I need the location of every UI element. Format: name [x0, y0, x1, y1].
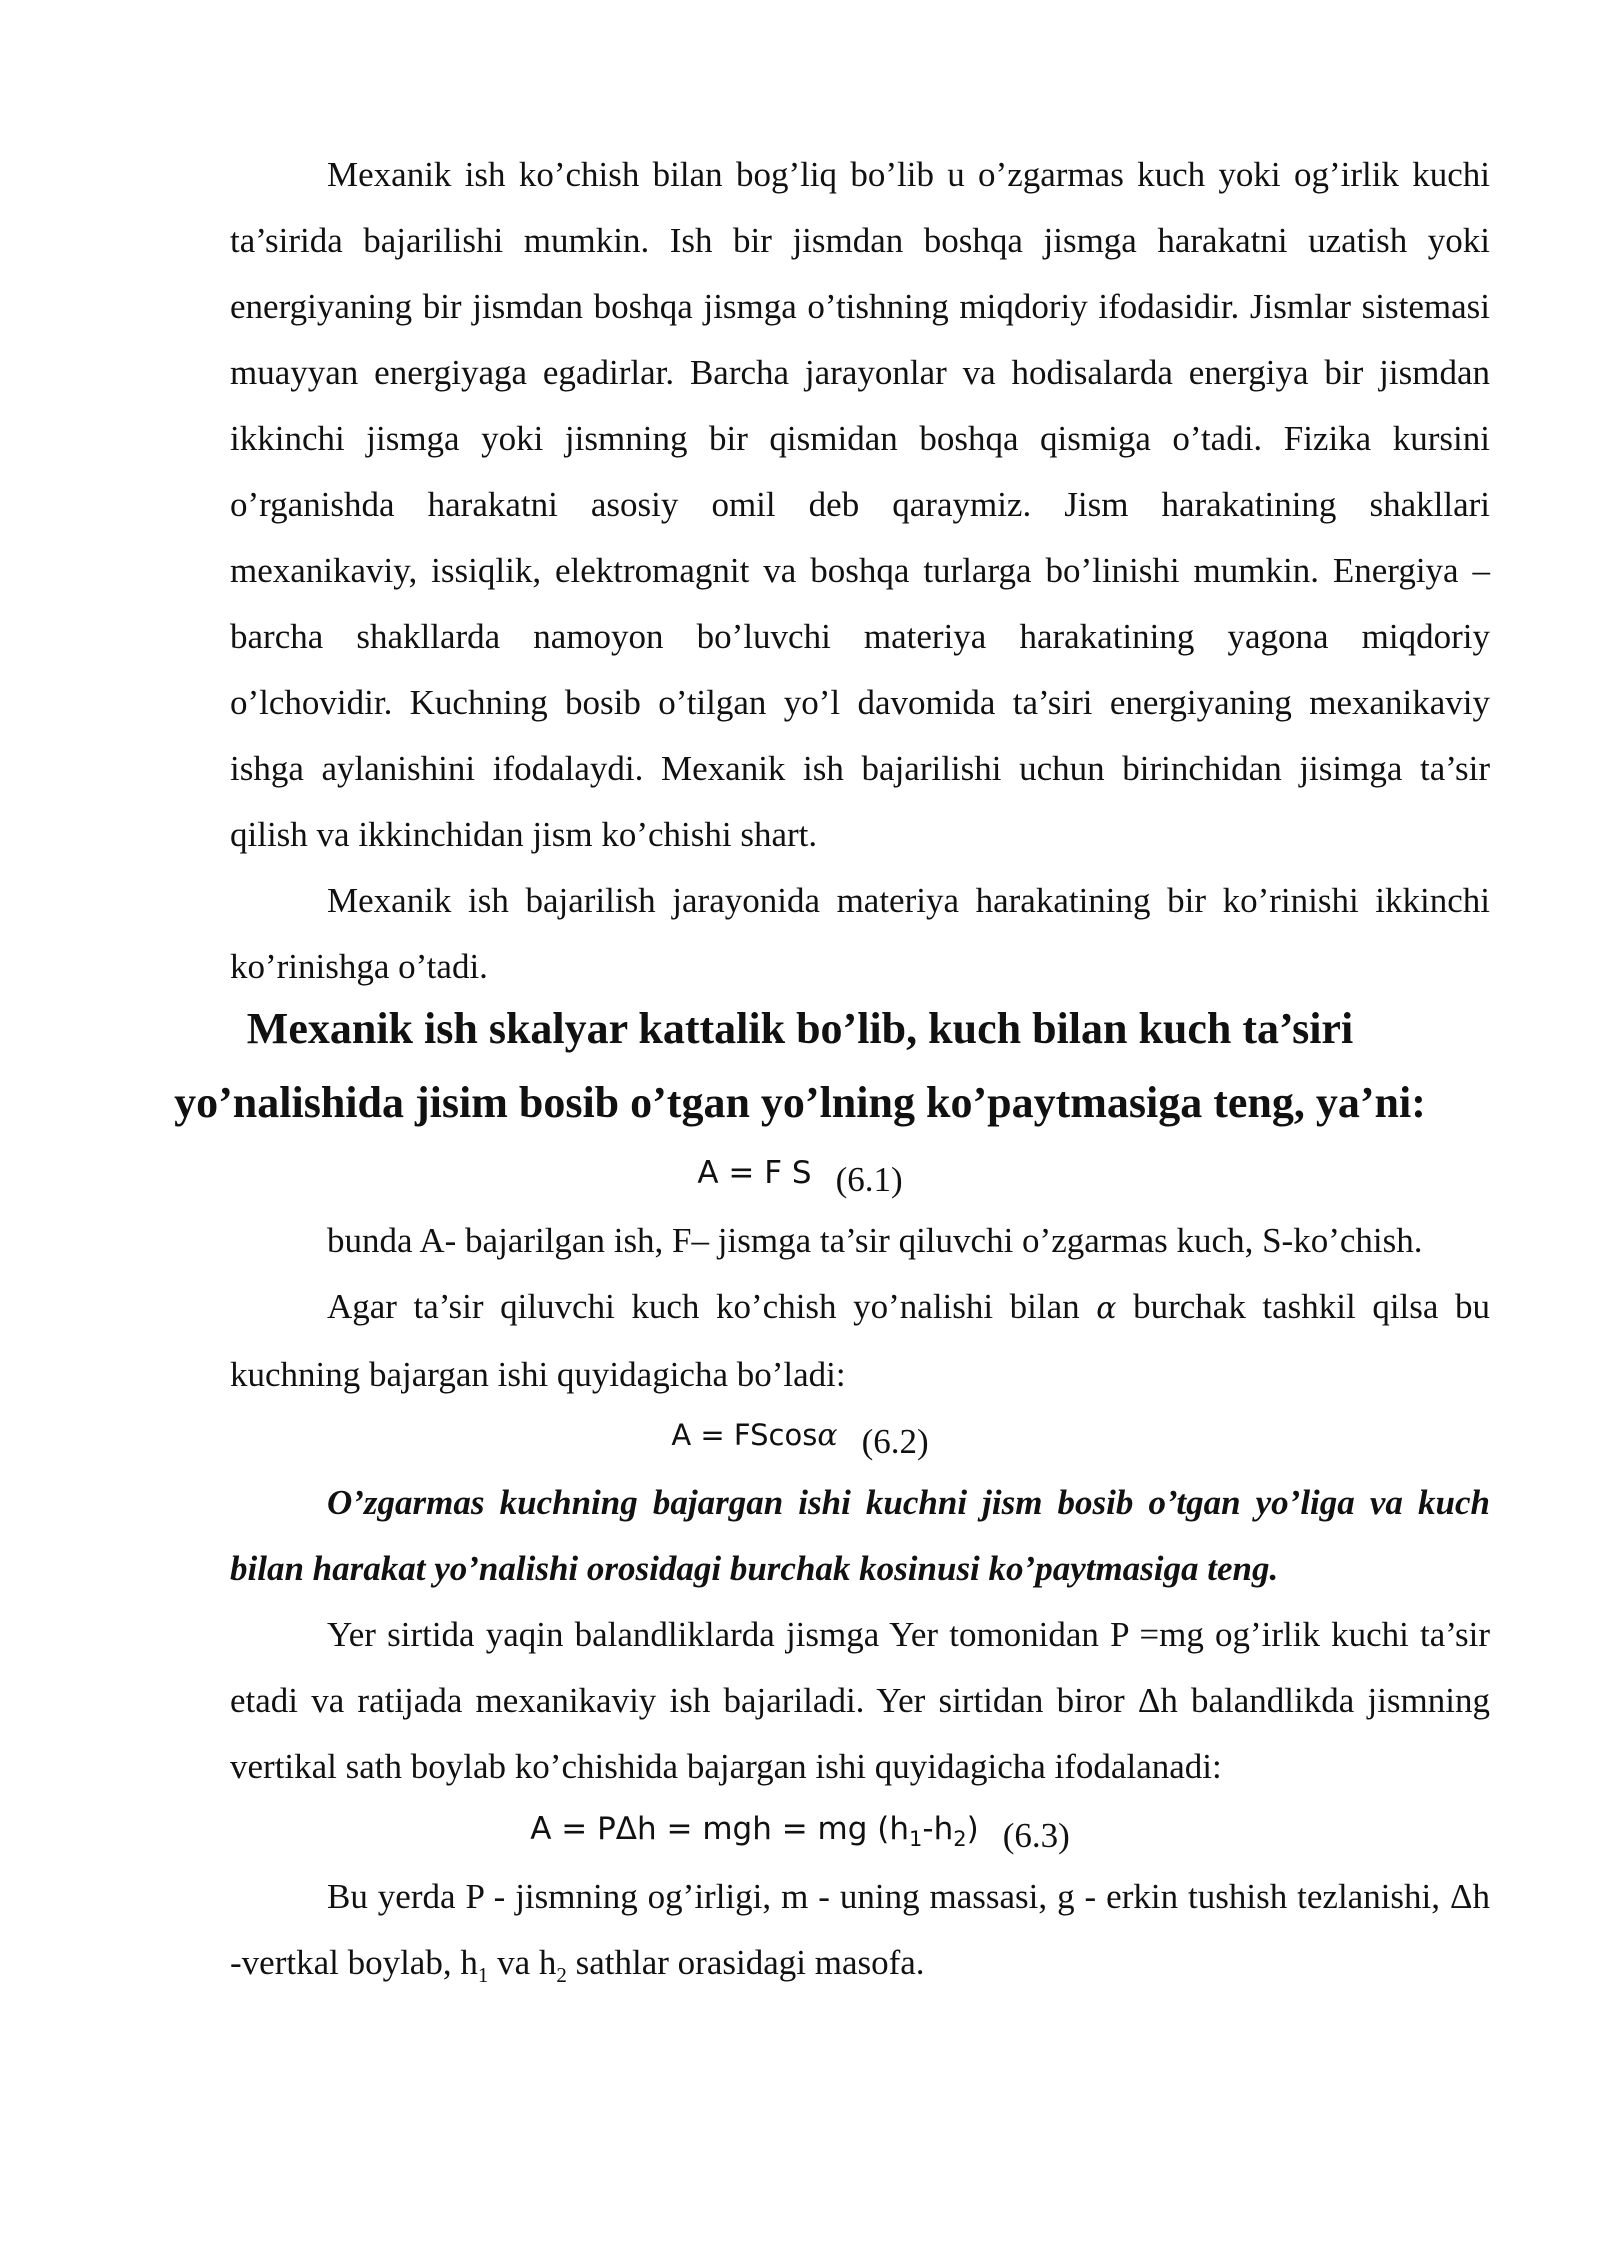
formula-6-3-number: (6.3)	[1002, 1816, 1070, 1855]
formula-6-1-number: (6.1)	[835, 1160, 903, 1199]
formula-6-3-main: A = PΔh = mgh = mg (h	[530, 1811, 910, 1847]
legend-sub-1: 1	[477, 1963, 489, 1987]
legend-text-1: Bu yerda P - jismning og’irligi, m - uning massasi, g - erkin tushish tezlanishi, Δh -vertkal boylab, h	[230, 1877, 1490, 1982]
paragraph-angle-text-1: Agar ta’sir qiluvchi kuch ko’chish yo’nalishi bilan	[327, 1287, 1080, 1326]
paragraph-intro: Mexanik ish ko’chish bilan bog’liq bo’lib u o’zgarmas kuch yoki og’irlik kuchi ta’sirida bajarilishi mumkin. Ish bir jismdan boshqa jismga harakatni uzatish yoki energiyaning bir jismdan boshqa jismga o’tishning miqdoriy ifodasidir. Jismlar sistemasi muayyan energiyaga egadirlar. Barcha jarayonlar va hodisalarda energiya bir jismdan ikkinchi jismga yoki jismning bir qismidan boshqa qismiga o’tadi. Fizika kursini o’rganishda harakatni asosiy omil deb qaraymiz. Jism harakatining shakllari mexanikaviy, issiqlik, elektromagnit va boshqa turlarga bo’linishi mumkin. Energiya – barcha shakllarda namoyon bo’luvchi materiya harakatining yagona miqdoriy o’lchovidir. Kuchning bosib o’tilgan yo’l davomida ta’siri energiyaning mexanikaviy ishga aylanishini ifodalaydi. Mexanik ish bajarilishi uchun birinchidan jisimga ta’sir qilish va ikkinchidan jism ko’chishi shart.	[230, 155, 1490, 854]
paragraph-angle	[230, 1274, 1490, 1408]
legend-text-3: sathlar orasidagi masofa.	[566, 1943, 925, 1982]
body-block-4	[230, 1864, 1490, 2008]
paragraph-angle-text-2: burchak tashkil qilsa bu kuchning bajargan ishi quyidagicha bo’ladi:	[230, 1287, 1491, 1394]
legend-text-2: va h	[488, 1943, 557, 1982]
paragraph-transition: Mexanik ish bajarilish jarayonida materiya harakatining bir ko’rinishi ikkinchi ko’rinishga o’tadi.	[230, 881, 1490, 986]
formula-6-3-mid: -h	[922, 1811, 954, 1847]
paragraph-definitions: bunda A- bajarilgan ish, F– jismga ta’sir qiluvchi o’zgarmas kuch, S-ko’chish.	[327, 1221, 1423, 1260]
paragraph-legend	[230, 1864, 1490, 2008]
body-block-1	[230, 142, 1490, 1000]
formula-6-2-alpha: α	[817, 1418, 838, 1453]
definition-heading-line-1: Mexanik ish skalyar kattalik bo’lib, kuch bilan kuch ta’siri	[246, 1004, 1354, 1053]
formula-6-3-close: )	[966, 1811, 979, 1847]
formula-6-3	[0, 1798, 1600, 1869]
formula-6-2	[0, 1404, 1600, 1466]
paragraph-gravity: Yer sirtida yaqin balandliklarda jismga Yer tomonidan P =mg og’irlik kuchi ta’sir etadi va ratijada mexanikaviy ish bajariladi. Yer sirtidan biror Δh balandlikda jismning vertikal sath boylab ko’chishida bajargan ishi quyidagicha ifodalanadi:	[230, 1615, 1490, 1786]
formula-6-1-expression: A = F S	[697, 1155, 812, 1191]
body-block-3	[230, 1470, 1490, 1800]
alpha-symbol: α	[1096, 1291, 1117, 1326]
formula-6-3-sub1: 1	[909, 1827, 923, 1852]
formula-6-3-sub2: 2	[953, 1827, 967, 1852]
paragraph-rule: O’zgarmas kuchning bajargan ishi kuchni jism bosib o’tgan yo’liga va kuch bilan harakat yo’nalishi orosidagi burchak kosinusi ko’paytmasiga teng.	[230, 1483, 1490, 1588]
formula-6-1	[0, 1142, 1600, 1203]
formula-6-2-number: (6.2)	[861, 1422, 929, 1461]
legend-sub-2: 2	[556, 1963, 567, 1987]
body-block-2	[230, 1208, 1490, 1408]
formula-6-2-expression: A = FScos	[671, 1418, 818, 1452]
definition-heading-line-2: yo’nalishida jisim bosib o’tgan yo’lning ko’paytmasiga teng, ya’ni:	[174, 1078, 1426, 1127]
formula-6-3-expression	[530, 1811, 979, 1852]
